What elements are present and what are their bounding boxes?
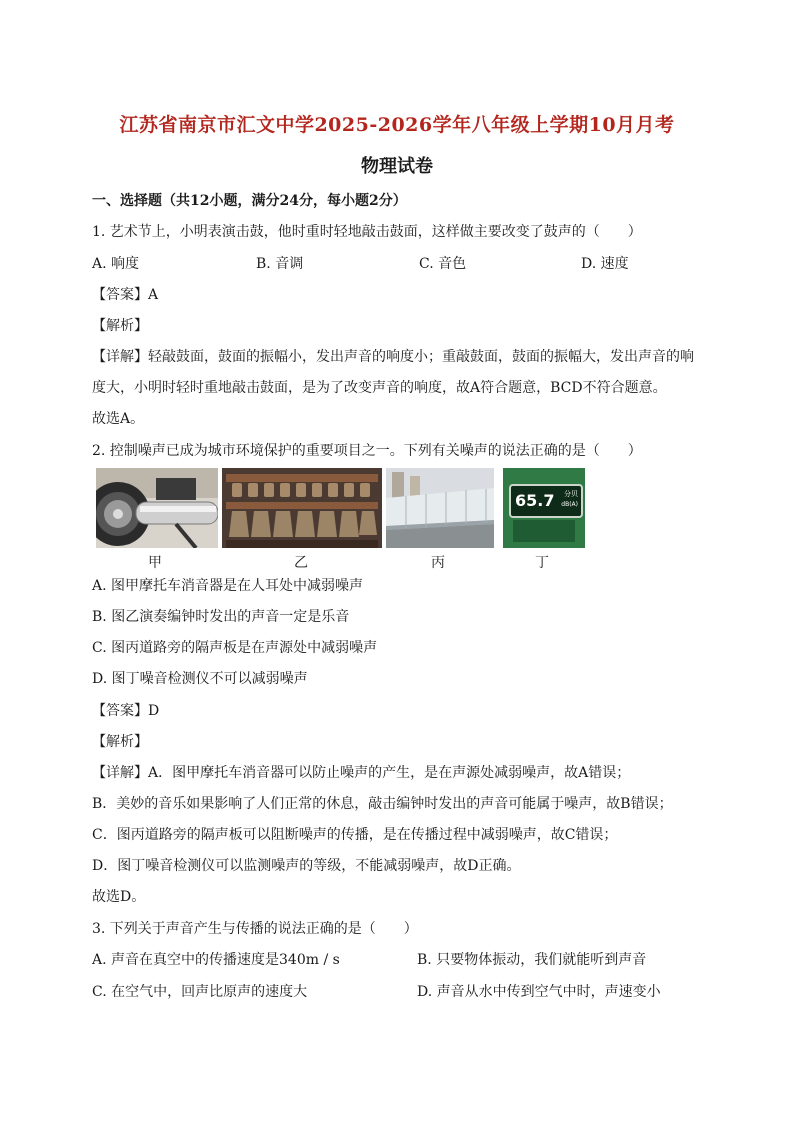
sound-barrier-image xyxy=(386,468,494,548)
image-caption-jia: 甲 xyxy=(148,555,162,571)
meter-display xyxy=(509,484,583,518)
q2-conclusion: 故选D。 xyxy=(92,889,146,905)
q1-detail-line: 【详解】轻敲鼓面，鼓面的振幅小，发出声音的响度小；重敲鼓面，鼓面的振幅大，发出声音的响 xyxy=(92,349,694,365)
noise-meter-image xyxy=(503,468,585,548)
exam-title: 江苏省南京市汇文中学2025-2026学年八年级上学期10月月考 xyxy=(119,114,675,136)
q3-option-c: C. 在空气中，回声比原声的速度大 xyxy=(92,984,308,1000)
q1-stem: 1. 艺术节上，小明表演击鼓，他时重时轻地敲击鼓面，这样做主要改变了鼓声的（ ） xyxy=(92,224,642,240)
q1-option-c: C. 音色 xyxy=(419,256,467,272)
q1-option-b: B. 音调 xyxy=(256,256,304,272)
image-caption-yi: 乙 xyxy=(294,555,308,571)
meter-base xyxy=(513,520,575,542)
q1-option-d: D. 速度 xyxy=(581,256,629,272)
q2-stem: 2. 控制噪声已成为城市环境保护的重要项目之一。下列有关噪声的说法正确的是（ ） xyxy=(92,443,642,459)
q1-detail-line: 度大，小明时轻时重地敲击鼓面，是为了改变声音的响度，故A符合题意，BCD不符合题意。 xyxy=(92,380,667,396)
q2-option-d: D. 图丁噪音检测仪不可以减弱噪声 xyxy=(92,671,308,687)
q3-option-a: A. 声音在真空中的传播速度是340m / s xyxy=(92,952,340,968)
section-heading: 一、选择题（共12小题，满分24分，每小题2分） xyxy=(92,193,407,209)
motorcycle-muffler-image xyxy=(96,468,218,548)
q2-detail-line: C．图丙道路旁的隔声板可以阻断噪声的传播，是在传播过程中减弱噪声，故C错误； xyxy=(92,827,618,843)
q1-conclusion: 故选A。 xyxy=(92,411,145,427)
image-caption-bing: 丙 xyxy=(431,555,445,571)
q2-option-c: C. 图丙道路旁的隔声板是在声源处中减弱噪声 xyxy=(92,640,378,656)
meter-reading: 65.7 xyxy=(515,491,555,510)
q1-analysis-label: 【解析】 xyxy=(92,318,148,334)
q3-stem: 3. 下列关于声音产生与传播的说法正确的是（ ） xyxy=(92,921,418,937)
q2-analysis-label: 【解析】 xyxy=(92,734,148,750)
q3-option-b: B. 只要物体振动，我们就能听到声音 xyxy=(417,952,647,968)
meter-unit-top: 分贝 xyxy=(564,490,578,498)
q2-detail-line: D．图丁噪音检测仪可以监测噪声的等级，不能减弱噪声，故D正确。 xyxy=(92,858,521,874)
q1-option-a: A. 响度 xyxy=(92,256,140,272)
exam-subtitle: 物理试卷 xyxy=(361,156,433,177)
q3-option-d: D. 声音从水中传到空气中时，声速变小 xyxy=(417,984,661,1000)
q2-detail-line: B．美妙的音乐如果影响了人们正常的休息，敲击编钟时发出的声音可能属于噪声，故B错误； xyxy=(92,796,673,812)
image-caption-ding: 丁 xyxy=(535,555,549,571)
q2-detail-line: 【详解】A．图甲摩托车消音器可以防止噪声的产生，是在声源处减弱噪声，故A错误； xyxy=(92,765,631,781)
chime-bells-image xyxy=(222,468,382,548)
q1-answer: 【答案】A xyxy=(92,287,159,303)
q2-option-b: B. 图乙演奏编钟时发出的声音一定是乐音 xyxy=(92,609,350,625)
q2-option-a: A. 图甲摩托车消音器是在人耳处中减弱噪声 xyxy=(92,578,364,594)
meter-unit-bottom: dB(A) xyxy=(561,501,578,508)
q2-answer: 【答案】D xyxy=(92,703,160,719)
